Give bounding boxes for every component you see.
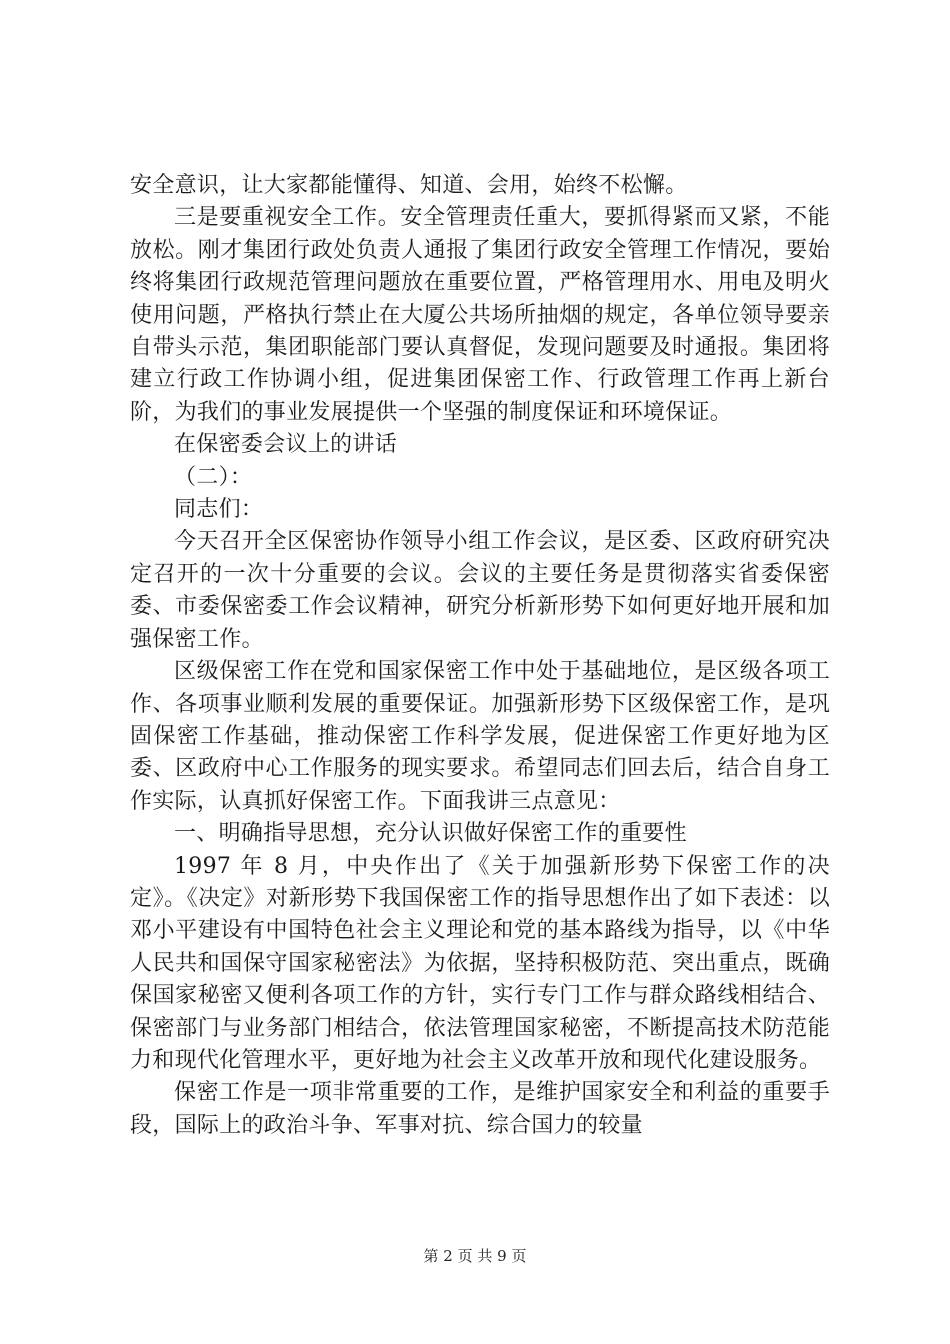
paragraph: 1997 年 8 月，中央作出了《关于加强新形势下保密工作的决定》。《决定》对新形势下我国保密工作的指导思想作出了如下表述：以邓小平建设有中国特色社会主义理论和党的基本路线为指导，以《中华人民共和国保守国家秘密法》为依据，坚持积极防范、突出重点，既确保国家秘密又便利各项工作的方针，实行专门工作与群众路线相结合、保密部门与业务部门相结合，依法管理国家秘密，不断提高技术防范能力和现代化管理水平，更好地为社会主义改革开放和现代化建设服务。 <box>130 853 830 1073</box>
page-number-footer: 第 2 页 共 9 页 <box>423 1247 527 1265</box>
salutation: 同志们： <box>174 497 264 523</box>
document-body <box>130 170 830 1142</box>
paragraph: 安全意识，让大家都能懂得、知道、会用，始终不松懈。 <box>130 173 688 198</box>
section-heading: 一、明确指导思想，充分认识做好保密工作的重要性 <box>174 821 687 847</box>
paragraph: 三是要重视安全工作。安全管理责任重大，要抓得紧而又紧，不能放松。刚才集团行政处负责人通报了集团行政安全管理工作情况，要始终将集团行政规范管理问题放在重要位置，严格管理用水、用电及明火使用问题，严格执行禁止在大厦公共场所抽烟的规定，各单位领导要亲自带头示范，集团职能部门要认真督促，发现问题要及时通报。集团将建立行政工作协调小组，促进集团保密工作、行政管理工作再上新台阶，为我们的事业发展提供一个坚强的制度保证和环境保证。 <box>130 205 830 425</box>
paragraph: 区级保密工作在党和国家保密工作中处于基础地位，是区级各项工作、各项事业顺利发展的重要保证。加强新形势下区级保密工作，是巩固保密工作基础，推动保密工作科学发展，促进保密工作更好地为区委、区政府中心工作服务的现实要求。希望同志们回去后，结合自身工作实际，认真抓好保密工作。下面我讲三点意见： <box>130 659 830 814</box>
paragraph: 今天召开全区保密协作领导小组工作会议，是区委、区政府研究决定召开的一次十分重要的会议。会议的主要任务是贯彻落实省委保密委、市委保密委工作会议精神，研究分析新形势下如何更好地开展和加强保密工作。 <box>130 529 830 652</box>
paragraph: 保密工作是一项非常重要的工作，是维护国家安全和利益的重要手段，国际上的政治斗争、军事对抗、综合国力的较量 <box>130 1080 830 1138</box>
section-number: （二）： <box>174 464 253 490</box>
speech-title: 在保密委会议上的讲话 <box>174 432 398 458</box>
